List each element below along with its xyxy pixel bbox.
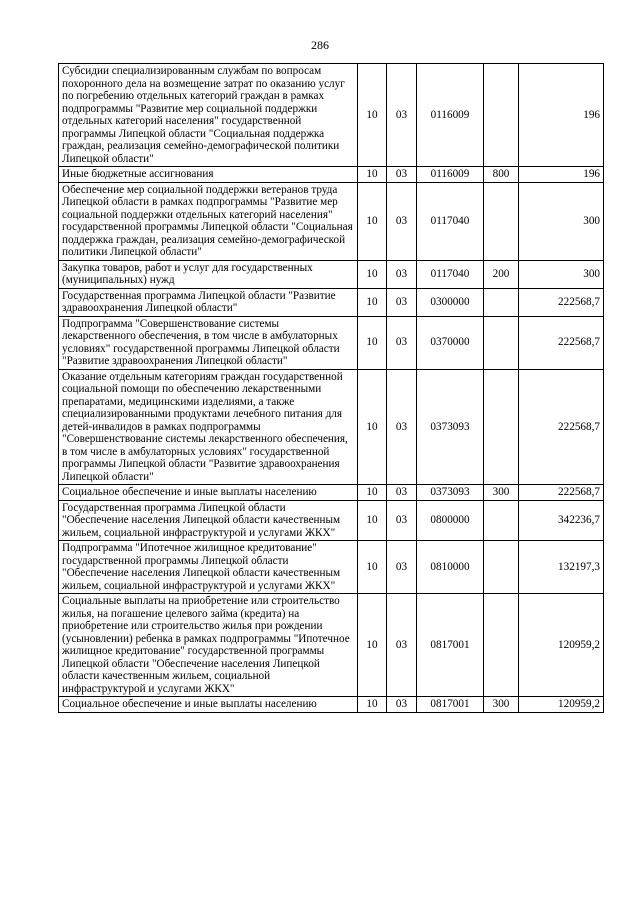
table-row: [59, 541, 604, 594]
subsection-code: 03: [387, 288, 417, 316]
amount: 222568,7: [519, 369, 604, 485]
expense-type-code: 300: [484, 697, 519, 713]
table-row: [59, 288, 604, 316]
section-code: 10: [358, 369, 387, 485]
target-article-code: 0817001: [417, 697, 484, 713]
table-row: [59, 182, 604, 260]
amount: 300: [519, 260, 604, 288]
subsection-code: 03: [387, 167, 417, 183]
expense-type-code: [484, 500, 519, 541]
expense-name: Оказание отдельным категориям граждан государственной социальной помощи по обеспечению лекарственными препаратами, медицинскими изделиями, а также специализированными продуктами лечебного питания для детей-инвалидов в рамках подпрограммы "Совершенствование системы лекарственного обеспечения, в том числе в амбулаторных условиях" государственной программы Липецкой области "Развитие здравоохранения Липецкой области": [59, 369, 358, 485]
amount: 196: [519, 64, 604, 167]
amount: 222568,7: [519, 316, 604, 369]
amount: 132197,3: [519, 541, 604, 594]
amount: 222568,7: [519, 288, 604, 316]
expense-name: Закупка товаров, работ и услуг для государственных (муниципальных) нужд: [59, 260, 358, 288]
expense-name: Социальные выплаты на приобретение или строительство жилья, на погашение целевого займа (кредита) на приобретение или строительство жилья при рождении (усыновлении) ребенка в рамках подпрограммы "Ипотечное жилищное кредитование" государственной программы Липецкой области "Обеспечение населения Липецкой области качественным жильем, социальной инфраструктурой и услугами ЖКХ": [59, 594, 358, 697]
expense-type-code: [484, 316, 519, 369]
subsection-code: 03: [387, 260, 417, 288]
table-row: [59, 316, 604, 369]
page-number: 286: [311, 38, 329, 52]
target-article-code: 0370000: [417, 316, 484, 369]
section-code: 10: [358, 64, 387, 167]
table-row: [59, 500, 604, 541]
expense-type-code: [484, 182, 519, 260]
subsection-code: 03: [387, 500, 417, 541]
expense-type-code: [484, 64, 519, 167]
amount: 120959,2: [519, 594, 604, 697]
expense-type-code: 200: [484, 260, 519, 288]
subsection-code: 03: [387, 64, 417, 167]
expense-name: Социальное обеспечение и иные выплаты населению: [59, 697, 358, 713]
target-article-code: 0117040: [417, 260, 484, 288]
table-row: [59, 260, 604, 288]
expense-name: Социальное обеспечение и иные выплаты населению: [59, 485, 358, 501]
target-article-code: 0810000: [417, 541, 484, 594]
table-row: [59, 369, 604, 485]
expense-name: Обеспечение мер социальной поддержки ветеранов труда Липецкой области в рамках подпрограммы "Развитие мер социальной поддержки отдельных категорий населения" государственной программы Липецкой области "Социальная поддержка граждан, реализация семейно-демографической политики Липецкой области": [59, 182, 358, 260]
table-row: [59, 594, 604, 697]
amount: 196: [519, 167, 604, 183]
target-article-code: 0300000: [417, 288, 484, 316]
section-code: 10: [358, 541, 387, 594]
section-code: 10: [358, 288, 387, 316]
target-article-code: 0817001: [417, 594, 484, 697]
amount: 300: [519, 182, 604, 260]
table-row: [59, 697, 604, 713]
target-article-code: 0800000: [417, 500, 484, 541]
subsection-code: 03: [387, 697, 417, 713]
subsection-code: 03: [387, 594, 417, 697]
table-row: [59, 167, 604, 183]
expense-type-code: [484, 369, 519, 485]
expense-type-code: [484, 541, 519, 594]
section-code: 10: [358, 167, 387, 183]
section-code: 10: [358, 500, 387, 541]
expense-name: Иные бюджетные ассигнования: [59, 167, 358, 183]
amount: 222568,7: [519, 485, 604, 501]
target-article-code: 0116009: [417, 64, 484, 167]
target-article-code: 0116009: [417, 167, 484, 183]
subsection-code: 03: [387, 316, 417, 369]
subsection-code: 03: [387, 541, 417, 594]
table-row: [59, 485, 604, 501]
expense-name: Подпрограмма "Совершенствование системы лекарственного обеспечения, в том числе в амбулаторных условиях" государственной программы Липецкой области "Развитие здравоохранения Липецкой области": [59, 316, 358, 369]
expense-name: Подпрограмма "Ипотечное жилищное кредитование" государственной программы Липецкой области "Обеспечение населения Липецкой области качественным жильем, социальной инфраструктурой и услугами ЖКХ": [59, 541, 358, 594]
section-code: 10: [358, 485, 387, 501]
section-code: 10: [358, 182, 387, 260]
subsection-code: 03: [387, 485, 417, 501]
section-code: 10: [358, 316, 387, 369]
expense-name: Государственная программа Липецкой области "Обеспечение населения Липецкой области качественным жильем, социальной инфраструктурой и услугами ЖКХ": [59, 500, 358, 541]
expense-type-code: 300: [484, 485, 519, 501]
target-article-code: 0373093: [417, 485, 484, 501]
amount: 120959,2: [519, 697, 604, 713]
amount: 342236,7: [519, 500, 604, 541]
expense-type-code: [484, 594, 519, 697]
table-row: [59, 64, 604, 167]
target-article-code: 0117040: [417, 182, 484, 260]
expense-type-code: 800: [484, 167, 519, 183]
budget-table: [58, 63, 604, 713]
section-code: 10: [358, 594, 387, 697]
subsection-code: 03: [387, 369, 417, 485]
section-code: 10: [358, 697, 387, 713]
section-code: 10: [358, 260, 387, 288]
expense-type-code: [484, 288, 519, 316]
expense-name: Государственная программа Липецкой области "Развитие здравоохранения Липецкой области": [59, 288, 358, 316]
target-article-code: 0373093: [417, 369, 484, 485]
expense-name: Субсидии специализированным службам по вопросам похоронного дела на возмещение затрат по оказанию услуг по погребению отдельных категорий граждан в рамках подпрограммы "Развитие мер социальной поддержки отдельных категорий населения" государственной программы Липецкой области "Социальная поддержка граждан, реализация семейно-демографической политики Липецкой области": [59, 64, 358, 167]
subsection-code: 03: [387, 182, 417, 260]
